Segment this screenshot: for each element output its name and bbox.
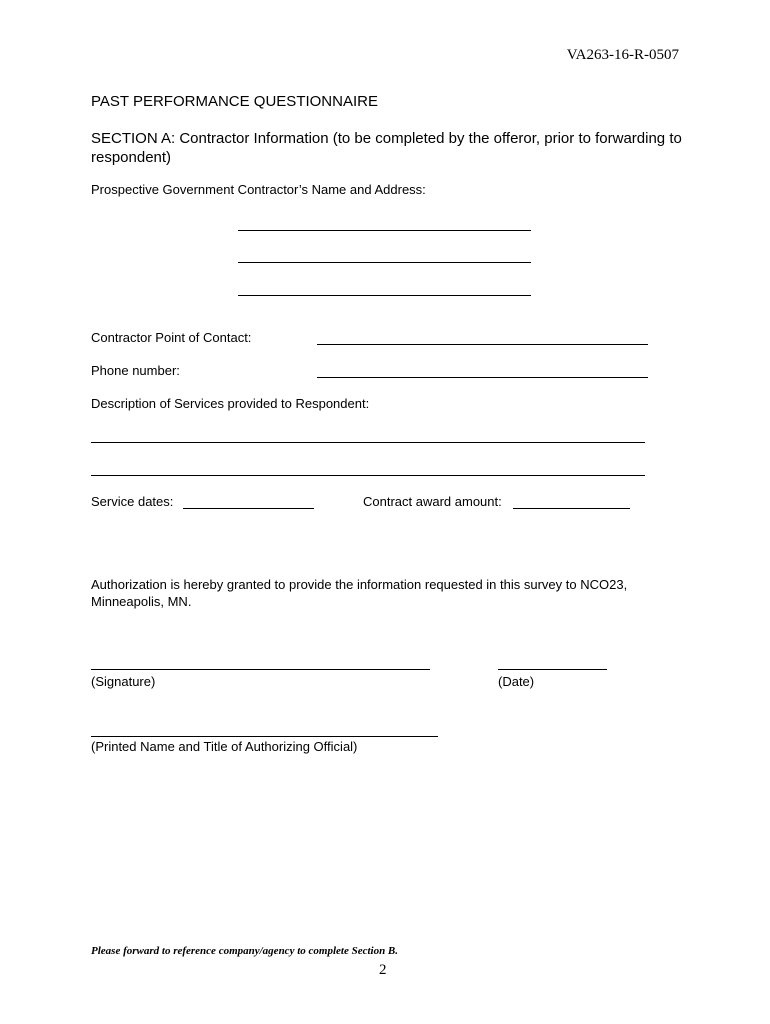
forward-note: Please forward to reference company/agency to complete Section B. (91, 945, 399, 957)
services-line-2[interactable] (91, 475, 645, 476)
form-title: PAST PERFORMANCE QUESTIONNAIRE (91, 93, 378, 110)
date-line[interactable] (498, 669, 607, 670)
date-label: (Date) (498, 674, 535, 689)
name-address-line-2[interactable] (238, 262, 531, 263)
services-line-1[interactable] (91, 442, 645, 443)
service-dates-label: Service dates: (91, 494, 174, 509)
page-number: 2 (379, 962, 387, 978)
poc-line[interactable] (317, 344, 648, 345)
signature-label: (Signature) (91, 674, 156, 689)
name-address-label: Prospective Government Contractor’s Name and Address: (91, 182, 426, 197)
name-address-line-3[interactable] (238, 295, 531, 296)
name-address-line-1[interactable] (238, 230, 531, 231)
printed-name-label: (Printed Name and Title of Authorizing Official) (91, 739, 358, 754)
document-id: VA263-16-R-0507 (566, 47, 679, 63)
authorization-text: Authorization is hereby granted to provide the information requested in this survey to NCO23, Minneapolis, MN. (91, 577, 628, 609)
phone-label: Phone number: (91, 363, 180, 378)
poc-label: Contractor Point of Contact: (91, 330, 252, 345)
section-a-heading: SECTION A: Contractor Information (to be completed by the offeror, prior to forwarding to respondent) (91, 130, 682, 166)
award-line[interactable] (513, 508, 630, 509)
signature-line[interactable] (91, 669, 430, 670)
award-label: Contract award amount: (363, 494, 502, 509)
service-dates-line[interactable] (183, 508, 314, 509)
services-label: Description of Services provided to Respondent: (91, 396, 370, 411)
printed-name-line[interactable] (91, 736, 438, 737)
phone-line[interactable] (317, 377, 648, 378)
